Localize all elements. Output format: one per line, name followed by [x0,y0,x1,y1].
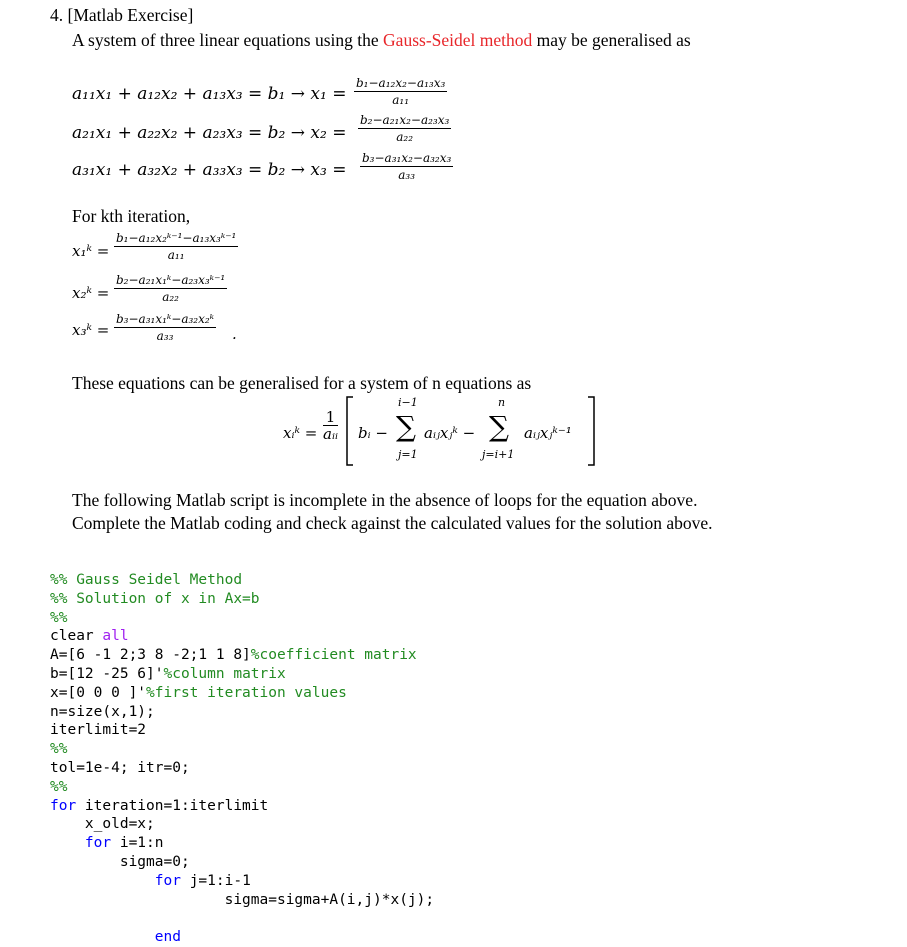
code-line [50,891,434,910]
code-text: i=1:n [119,835,164,852]
code-comment: %% [50,609,68,626]
sum1-lower-limit: j=1 [398,448,418,461]
kth-3-lhs: x₃ᵏ = [72,321,110,339]
code-line [50,740,434,759]
code-line [50,609,434,628]
sum1-sigma-icon: ∑ [396,410,416,443]
closing-line-2: Complete the Matlab coding and check against the calculated values for the solution above. [72,513,713,533]
kth-3-fraction [114,312,216,344]
code-line [50,853,434,872]
code-line [50,571,434,590]
code-line [50,590,434,609]
sum2-sigma-icon: ∑ [489,410,509,443]
right-bracket-icon [586,396,596,466]
code-keyword: for [154,872,190,889]
code-keyword: for [84,835,120,852]
fraction-numerator: b₃−a₃₁x₂−a₃₂x₃ [362,151,452,165]
fraction-numerator: b₂−a₂₁x₁ᵏ−a₂₃x₃ᵏ⁻¹ [116,273,226,287]
left-bracket-icon [345,396,355,466]
code-line [50,627,434,646]
code-comment: %% Gauss Seidel Method [50,572,243,588]
code-comment: %% [50,741,68,758]
code-text: iterlimit=2 [50,722,147,739]
code-text [50,929,155,945]
kth-3-period: . [232,325,237,343]
equation-3-fraction [360,151,453,183]
fraction-denominator: a₁₁ [167,248,185,262]
code-text: x=[0 0 0 ]' [50,684,147,701]
intro-after: may be generalised as [532,30,691,50]
exercise-heading: 4. [Matlab Exercise] [50,5,194,25]
fraction-numerator: b₁−a₁₂x₂−a₁₃x₃ [356,76,446,90]
code-line [50,797,434,816]
fraction-denominator: a₃₃ [398,168,416,182]
b-term: bᵢ − [358,424,388,442]
matlab-code-block [50,571,434,947]
code-comment: %column matrix [163,665,286,682]
code-text: n=size(x,1); [50,703,155,720]
code-keyword: end [154,929,181,946]
code-line [50,909,434,928]
code-line [50,778,434,797]
fraction-denominator: a₁₁ [392,93,410,107]
code-line [50,665,434,684]
code-line [50,759,434,778]
code-line [50,872,434,891]
sum2-upper-limit: n [498,396,506,409]
equation-3-lhs: a₃₁x₁ + a₃₂x₂ + a₃₃x₃ = b₂ → x₃ = [72,160,347,180]
fraction-denominator: a₃₃ [156,329,174,343]
code-text: clear [50,628,103,645]
code-text: sigma=sigma+A(i,j)*x(j); [50,891,435,908]
kth-1-fraction [114,231,238,263]
kth-1-lhs: x₁ᵏ = [72,242,110,260]
closing-line-1: The following Matlab script is incomplete in the absence of loops for the equation above. [72,490,698,510]
code-text: sigma=0; [50,853,190,870]
code-line [50,684,434,703]
sum1-upper-limit: i−1 [398,396,418,409]
code-line [50,646,434,665]
code-line [50,721,434,740]
fraction-numerator: b₃−a₃₁x₁ᵏ−a₃₂x₂ᵏ [116,312,215,326]
code-text: A=[6 -1 2;3 8 -2;1 1 8] [50,647,251,664]
code-line [50,834,434,853]
kth-2-fraction [114,273,227,305]
code-text: b=[12 -25 6]' [50,665,164,682]
equation-1-fraction [354,76,447,108]
code-comment: %% [50,778,68,795]
general-coefficient [323,410,338,442]
coefficient-numerator: 1 [323,410,338,426]
code-text [50,873,155,889]
code-text: x_old=x; [50,816,155,833]
gauss-seidel-link-text: Gauss-Seidel method [383,30,533,50]
code-string: all [102,628,129,645]
code-text: j=1:i-1 [189,872,251,889]
sum2-lower-limit: j=i+1 [482,448,515,461]
general-lhs: xᵢᵏ = [283,424,318,442]
intro-before: A system of three linear equations using the [72,30,384,50]
sum2-term: aᵢⱼxⱼᵏ⁻¹ [524,424,572,442]
fraction-numerator: b₁−a₁₂x₂ᵏ⁻¹−a₁₃x₃ᵏ⁻¹ [116,231,237,245]
code-text: iteration=1:iterlimit [84,797,269,814]
fraction-numerator: b₂−a₂₁x₂−a₂₃x₃ [360,113,450,127]
code-keyword: for [50,797,85,814]
coefficient-denominator: aᵢᵢ [323,425,338,443]
fraction-denominator: a₂₂ [162,290,179,304]
equation-1-lhs: a₁₁x₁ + a₁₂x₂ + a₁₃x₃ = b₁ → x₁ = [72,84,347,104]
code-text: tol=1e-4; itr=0; [50,759,190,776]
code-comment: %first iteration values [146,684,347,701]
sum1-term: aᵢⱼxⱼᵏ − [424,424,476,442]
equation-2-lhs: a₂₁x₁ + a₂₂x₂ + a₂₃x₃ = b₂ → x₂ = [72,123,347,143]
code-line [50,928,434,947]
generalised-label: These equations can be generalised for a system of n equations as [72,373,532,393]
intro-paragraph [72,30,691,51]
equation-2-fraction [358,113,451,145]
code-line [50,703,434,722]
kth-iteration-label: For kth iteration, [72,206,191,226]
code-text [50,835,85,851]
code-comment: %coefficient matrix [250,647,417,664]
kth-2-lhs: x₂ᵏ = [72,284,110,302]
code-comment: %% Solution of x in Ax=b [50,590,260,607]
code-line [50,815,434,834]
fraction-denominator: a₂₂ [396,130,414,144]
